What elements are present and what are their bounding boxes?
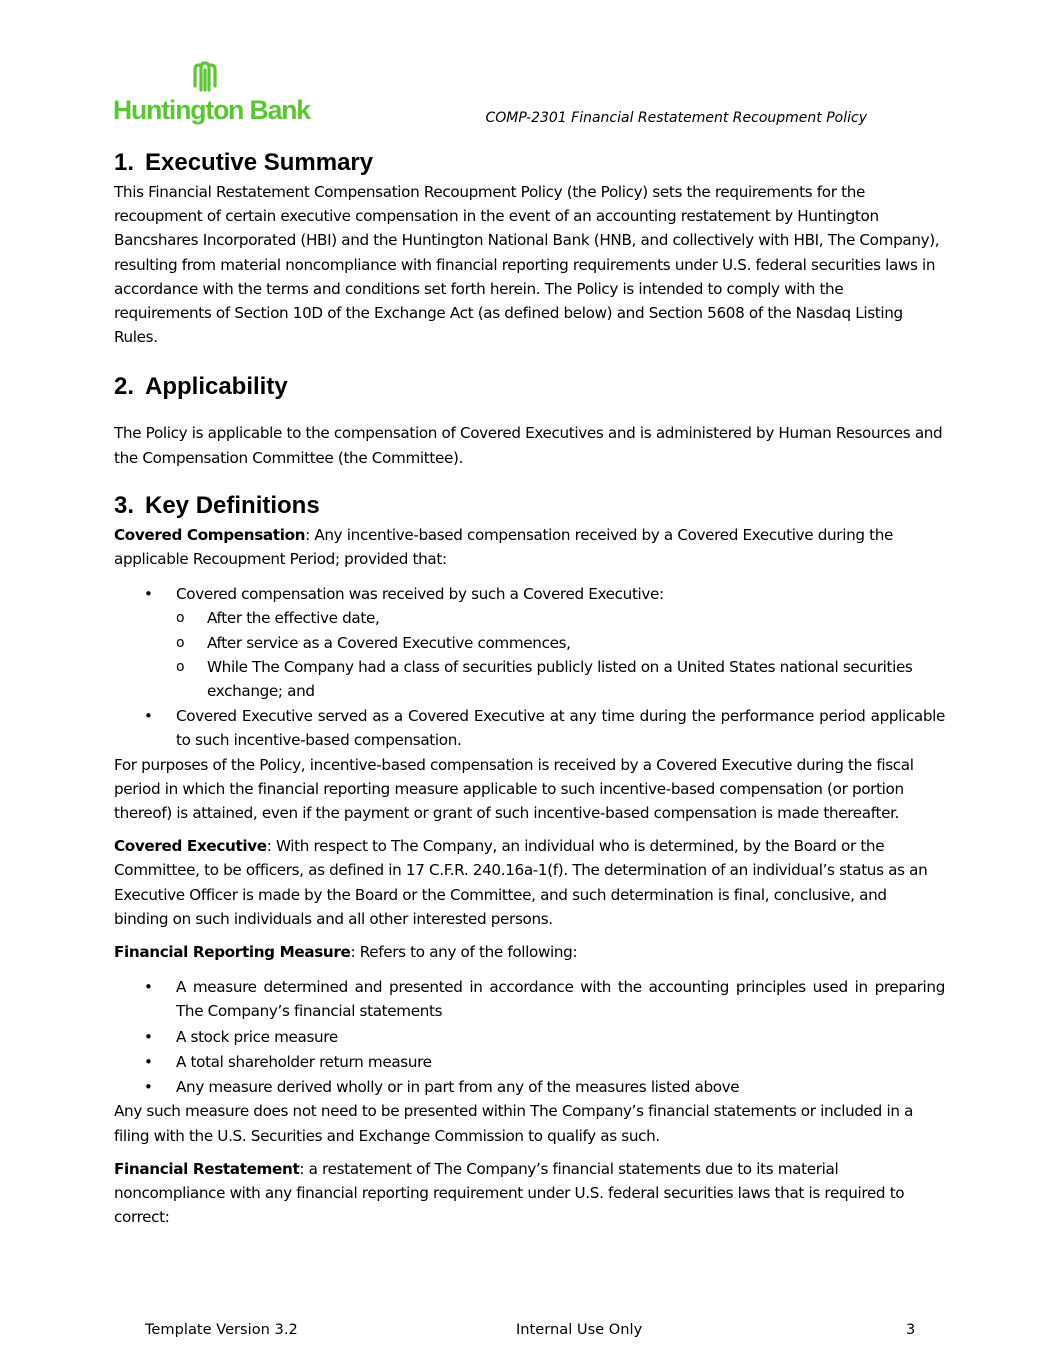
- section-number: 3.: [114, 491, 135, 519]
- list-item: [114, 582, 945, 703]
- definition-text: : Any incentive-based compensation received by a Covered Executive during the applicable Recoupment Period; provided that:: [114, 525, 893, 569]
- definition-financial-restatement: [114, 1157, 945, 1230]
- brand-name: Huntington Bank: [113, 95, 310, 125]
- sub-list-item-text: After service as a Covered Executive commences,: [207, 633, 571, 652]
- circle-bullet-icon: o: [176, 658, 185, 675]
- footer-template-version: Template Version 3.2: [145, 1321, 298, 1338]
- bullet-icon: •: [144, 707, 153, 726]
- sub-list-item: [176, 631, 945, 655]
- sub-list-item: [176, 606, 945, 630]
- section-heading: [114, 146, 945, 180]
- list-item: [114, 1075, 945, 1099]
- paragraph: Any such measure does not need to be presented within The Company’s financial statements or included in a filing with the U.S. Securities and Exchange Commission to qualify as such.: [114, 1102, 914, 1145]
- section-title: Key Definitions: [145, 491, 320, 519]
- definition-covered-executive: [114, 834, 945, 931]
- list-item-text: A stock price measure: [176, 1027, 338, 1046]
- huntington-logo: [113, 60, 310, 130]
- circle-bullet-icon: o: [176, 610, 185, 627]
- sub-list-item: [176, 655, 945, 703]
- bullet-list: [114, 975, 945, 1099]
- bullet-icon: •: [144, 1027, 153, 1046]
- list-item-text: A total shareholder return measure: [176, 1052, 432, 1071]
- footer-page-number: 3: [906, 1321, 916, 1338]
- list-item-text: Covered Executive served as a Covered Executive at any time during the performance period applicable to such incentive-based compensation.: [176, 707, 945, 750]
- bullet-icon: •: [144, 1078, 153, 1097]
- definition-financial-reporting-measure: [114, 940, 945, 964]
- definition-term: Covered Executive: [114, 837, 267, 856]
- list-item-text: Covered compensation was received by such a Covered Executive:: [176, 585, 664, 604]
- list-item: [114, 1025, 945, 1049]
- definition-text: : a restatement of The Company’s financial statements due to its material noncompliance with any financial reporting requirement under U.S. federal securities laws that is required to correct:: [114, 1159, 905, 1227]
- section-heading: [114, 370, 945, 404]
- section-title: Executive Summary: [145, 149, 374, 176]
- bullet-list: [114, 582, 945, 752]
- list-item: [114, 704, 945, 752]
- section-number: 2.: [114, 373, 135, 401]
- section-title: Applicability: [145, 373, 288, 401]
- document-body: [114, 146, 945, 1238]
- section-number: 1.: [114, 149, 135, 176]
- bullet-icon: •: [144, 585, 153, 604]
- paragraph: The Policy is applicable to the compensation of Covered Executives and is administered by Human Resources and the Compensation Committee (the Committee).: [114, 424, 943, 467]
- definition-covered-compensation: [114, 523, 945, 571]
- circle-bullet-icon: o: [176, 634, 185, 651]
- definition-text: : With respect to The Company, an individual who is determined, by the Board or the Committee, to be officers, as defined in 17 C.F.R. 240.16a-1(f). The determination of an individual’s status as an Executive Officer is made by the Board or the Committee, and such determination is final, conclusive, and binding on such individuals and all other interested persons.: [114, 837, 928, 928]
- list-item-text: Any measure derived wholly or in part from any of the measures listed above: [176, 1078, 740, 1097]
- sub-list-item-text: While The Company had a class of securities publicly listed on a United States national securities exchange; and: [207, 657, 913, 701]
- list-item-text: A measure determined and presented in accordance with the accounting principles used in preparing The Company’s financial statements: [176, 978, 945, 1021]
- definition-term: Covered Compensation: [114, 525, 306, 544]
- document-header-title: COMP-2301 Financial Restatement Recoupment Policy: [485, 110, 867, 126]
- list-item: [114, 975, 945, 1023]
- bullet-icon: •: [144, 1052, 153, 1071]
- sub-list-item-text: After the effective date,: [207, 609, 380, 628]
- paragraph: For purposes of the Policy, incentive-based compensation is received by a Covered Executive during the fiscal period in which the financial reporting measure applicable to such incentive-based compensation (or portion thereof) is attained, even if the payment or grant of such incentive-based compensation is made thereafter.: [114, 755, 914, 823]
- bullet-icon: •: [144, 978, 153, 997]
- definition-term: Financial Restatement: [114, 1159, 300, 1178]
- definition-term: Financial Reporting Measure: [114, 943, 351, 962]
- section-heading: [114, 489, 945, 523]
- sub-bullet-list: [176, 606, 945, 703]
- footer-classification: Internal Use Only: [516, 1321, 643, 1338]
- definition-text: : Refers to any of the following:: [350, 943, 578, 962]
- paragraph: This Financial Restatement Compensation Recoupment Policy (the Policy) sets the requirements for the recoupment of certain executive compensation in the event of an accounting restatement by Huntington Bancshares Incorporated (HBI) and the Huntington National Bank (HNB, and collectively with HBI, The Company), resulting from material noncompliance with financial reporting requirements under U.S. federal securities laws in accordance with the terms and conditions set forth herein. The Policy is intended to comply with the requirements of Section 10D of the Exchange Act (as defined below) and Section 5608 of the Nasdaq Listing Rules.: [114, 183, 940, 347]
- list-item: [114, 1050, 945, 1074]
